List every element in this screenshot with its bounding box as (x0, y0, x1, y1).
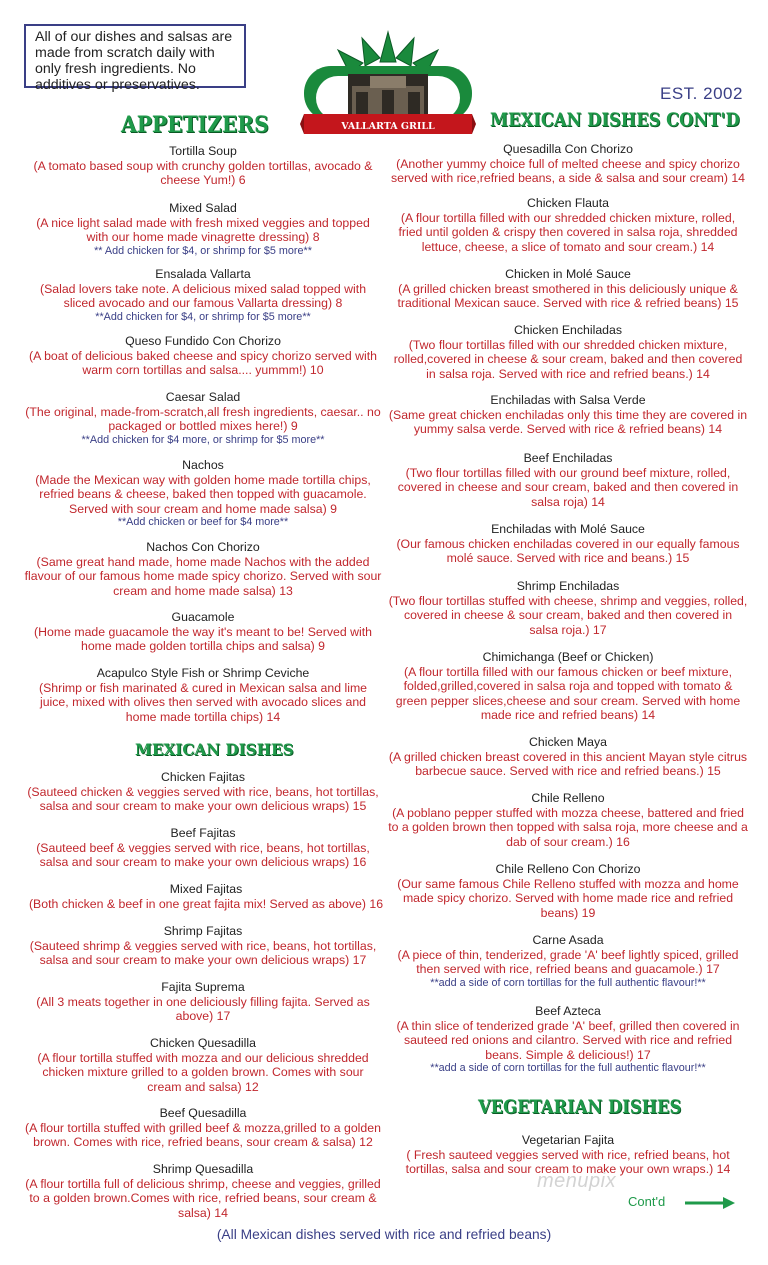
item-description: (A poblano pepper stuffed with mozza cheese, battered and fried to a golden brown then topped with salsa roja, more cheese and a dab of sour cream.) 16 (388, 806, 748, 849)
item-name: Chimichanga (Beef or Chicken) (482, 650, 654, 664)
item-addon-note: ** Add chicken for $4, or shrimp for $5 more** (94, 244, 312, 257)
menu-item (24, 144, 382, 188)
item-description: (Two flour tortillas filled with our ground beef mixture, rolled, covered in cheese and sour cream, baked and then covered in salsa roja) 14 (397, 466, 739, 509)
menu-item (388, 1004, 748, 1074)
menu-item (24, 540, 382, 598)
item-description: (A tomato based soup with crunchy golden tortillas, avocado & cheese Yum!) 6 (33, 159, 373, 188)
menu-item (24, 882, 388, 911)
heading-mexican-dishes: MEXICAN DISHES (135, 740, 294, 759)
item-description: (The original, made-from-scratch,all fresh ingredients, caesar.. no packaged or bottled mixes here!) 9 (25, 405, 381, 434)
item-name: Carne Asada (532, 933, 604, 947)
heading-mexican-dishes-contd: MEXICAN DISHES CONT'D (490, 109, 740, 131)
item-description: (Shrimp or fish marinated & cured in Mexican salsa and lime juice, mixed with olives then served with avocado slices and home made tortilla chips) 14 (38, 681, 368, 724)
item-name: Chicken Quesadilla (150, 1036, 256, 1050)
heading-appetizers: APPETIZERS (121, 112, 269, 138)
arrow-right-icon (685, 1197, 735, 1209)
menu-item (388, 579, 748, 637)
menu-item (24, 1036, 382, 1094)
item-name: Shrimp Quesadilla (152, 1162, 254, 1176)
heading-vegetarian-dishes: VEGETARIAN DISHES (478, 1096, 682, 1118)
item-name: Chicken Maya (529, 735, 607, 749)
item-name: Nachos (182, 458, 224, 472)
item-description: (Our same famous Chile Relleno stuffed with mozza and home made spicy chorizo. Served with home made rice and refried beans) 19 (397, 877, 739, 920)
menu-item (388, 862, 748, 920)
menu-item (24, 1106, 382, 1150)
item-description: (Both chicken & beef in one great fajita mix! Served as above) 16 (28, 897, 384, 911)
item-description: (A nice light salad made with fresh mixed veggies and topped with our home made vinagrette dressing) 8 (36, 216, 370, 245)
item-addon-note: **Add chicken or beef for $4 more** (117, 515, 289, 528)
item-name: Chile Relleno Con Chorizo (495, 862, 641, 876)
item-description: (Sauteed chicken & veggies served with rice, beans, hot tortillas, salsa and sour cream to make your own delicious wraps) 15 (27, 785, 379, 814)
menu-item (24, 770, 382, 814)
item-description: (Two flour tortillas stuffed with cheese, shrimp and veggies, rolled, covered in cheese & sour cream, baked and then covered in salsa roja.) 17 (388, 594, 748, 637)
item-description: (A grilled chicken breast covered in this ancient Mayan style citrus barbecue sauce. Served with rice and refried beans.) 15 (388, 750, 748, 779)
item-description: (A grilled chicken breast smothered in this deliciously unique & traditional Mexican sauce. Served with rice & refried beans) 15 (397, 282, 739, 311)
restaurant-logo (300, 30, 476, 140)
item-name: Mixed Salad (169, 201, 237, 215)
item-name: Enchiladas with Molé Sauce (491, 522, 645, 536)
menu-item (24, 924, 382, 968)
item-description: (A piece of thin, tenderized, grade 'A' beef lightly spiced, grilled then served with rice, refried beans and guacamole.) 17 (397, 948, 739, 977)
item-addon-note: **Add chicken for $4, or shrimp for $5 more** (95, 310, 311, 323)
menu-item (388, 522, 748, 566)
footnote: (All Mexican dishes served with rice and refried beans) (216, 1227, 552, 1242)
menu-item (388, 196, 748, 254)
continued-label: Cont'd (628, 1194, 666, 1209)
item-description: ( Fresh sauteed veggies served with rice, refried beans, hot tortillas, salsa and sour cream to make your own wraps.) 14 (405, 1148, 731, 1177)
menu-item (24, 980, 382, 1024)
item-name: Vegetarian Fajita (521, 1133, 615, 1147)
menu-item (24, 201, 382, 257)
menu-item (388, 791, 748, 849)
menu-item (388, 267, 748, 311)
menu-item (24, 390, 382, 446)
menu-item (388, 735, 748, 779)
freshness-notice: All of our dishes and salsas are made from scratch daily with only fresh ingredients. No additives or preservatives. (24, 24, 246, 88)
item-name: Chicken Fajitas (160, 770, 246, 784)
item-name: Quesadilla Con Chorizo (503, 142, 633, 156)
item-addon-note: **add a side of corn tortillas for the full authentic flavour!** (430, 1061, 706, 1074)
item-name: Fajita Suprema (161, 980, 245, 994)
item-description: (Same great hand made, home made Nachos with the added flavour of our famous home made spicy chorizo. Served with sour cream and home made salsa) 13 (24, 555, 382, 598)
item-name: Guacamole (171, 610, 235, 624)
menu-item (24, 610, 382, 654)
item-name: Caesar Salad (165, 390, 241, 404)
item-description: (All 3 meats together in one deliciously filling fajita. Served as above) 17 (36, 995, 370, 1024)
item-description: (A flour tortilla filled with our famous chicken or beef mixture, folded,grilled,covered in salsa roja and topped with tomato & green pepper slices,cheese and sour cream. Served with home made rice and refried beans) 14 (395, 665, 741, 722)
item-addon-note: **add a side of corn tortillas for the full authentic flavour!** (430, 976, 706, 989)
item-name: Shrimp Enchiladas (516, 579, 620, 593)
menu-item (388, 142, 748, 186)
menu-item (388, 650, 748, 722)
item-name: Beef Fajitas (170, 826, 236, 840)
item-name: Queso Fundido Con Chorizo (125, 334, 281, 348)
item-description: (Another yummy choice full of melted cheese and spicy chorizo served with rice,refried beans, a side & salsa and sour cream) 14 (390, 157, 746, 186)
logo-text: VALLARTA GRILL (341, 121, 435, 132)
item-description: (A boat of delicious baked cheese and spicy chorizo served with warm corn tortillas and salsa.... yummm!) 10 (29, 349, 377, 378)
menu-item (24, 458, 382, 528)
menu-item (24, 1162, 382, 1220)
watermark-text: menupix (537, 1170, 617, 1192)
item-description: (A flour tortilla full of delicious shrimp, cheese and veggies, grilled to a golden brown.Comes with rice, refried beans, sour cream & salsa) 14 (25, 1177, 381, 1220)
item-name: Ensalada Vallarta (155, 267, 251, 281)
item-name: Chile Relleno (531, 791, 605, 805)
item-name: Beef Azteca (535, 1004, 601, 1018)
item-description: (Two flour tortillas filled with our shredded chicken mixture, rolled,covered in cheese & sour cream, baked and then covered in salsa roja. Served with rice and refried beans.) 14 (393, 338, 743, 381)
item-name: Shrimp Fajitas (163, 924, 243, 938)
item-description: (A flour tortilla stuffed with mozza and our delicious shredded chicken mixture grilled to a golden brown. Comes with sour cream and salsa) 12 (37, 1051, 369, 1094)
menu-item (388, 933, 748, 989)
item-description: (A flour tortilla stuffed with grilled beef & mozza,grilled to a golden brown. Comes with rice, refried beans, sour cream & salsa) 12 (25, 1121, 381, 1150)
item-name: Acapulco Style Fish or Shrimp Ceviche (96, 666, 310, 680)
item-addon-note: **Add chicken for $4 more, or shrimp for $5 more** (81, 433, 325, 446)
established-year: EST. 2002 (660, 84, 743, 103)
item-name: Enchiladas with Salsa Verde (490, 393, 646, 407)
item-name: Beef Quesadilla (159, 1106, 247, 1120)
item-name: Chicken Enchiladas (513, 323, 622, 337)
menu-item (24, 334, 382, 378)
item-name: Chicken Flauta (526, 196, 610, 210)
item-description: (Home made guacamole the way it's meant to be! Served with home made golden tortilla chips and salsa) 9 (34, 625, 372, 654)
item-description: (Same great chicken enchiladas only this time they are covered in yummy salsa verde. Served with rice & refried beans) 14 (388, 408, 748, 437)
item-description: (Sauteed beef & veggies served with rice, beans, hot tortillas, salsa and sour cream to make your own delicious wraps) 16 (36, 841, 370, 870)
item-description: (Made the Mexican way with golden home made tortilla chips, refried beans & cheese, baked then topped with guacamole. Served with sour cream and home made salsa) 9 (35, 473, 371, 516)
menu-item (24, 267, 382, 323)
menu-item (24, 666, 382, 724)
menu-item (388, 451, 748, 509)
item-description: (A thin slice of tenderized grade 'A' beef, grilled then covered in sauteed red onions and cilantro. Served with rice and refried beans. Simple & delicious!) 17 (396, 1019, 740, 1062)
item-name: Mixed Fajitas (169, 882, 243, 896)
item-name: Beef Enchiladas (523, 451, 613, 465)
item-name: Tortilla Soup (169, 144, 237, 158)
item-name: Chicken in Molé Sauce (505, 267, 631, 281)
item-description: (A flour tortilla filled with our shredded chicken mixture, rolled, fried until golden & crispy then covered in salsa roja, shredded lettuce, cheese, a slice of tomato and sour cream.) 14 (398, 211, 738, 254)
menu-item (24, 826, 382, 870)
item-description: (Our famous chicken enchiladas covered in our equally famous molé sauce. Served with rice and beans.) 15 (396, 537, 740, 566)
item-description: (Salad lovers take note. A delicious mixed salad topped with sliced avocado and our famous Vallarta dressing) 8 (39, 282, 367, 311)
item-name: Nachos Con Chorizo (146, 540, 260, 554)
item-description: (Sauteed shrimp & veggies served with rice, beans, hot tortillas, salsa and sour cream to make your own delicious wraps) 17 (29, 939, 377, 968)
menu-item (388, 323, 748, 381)
menu-item (388, 393, 748, 437)
